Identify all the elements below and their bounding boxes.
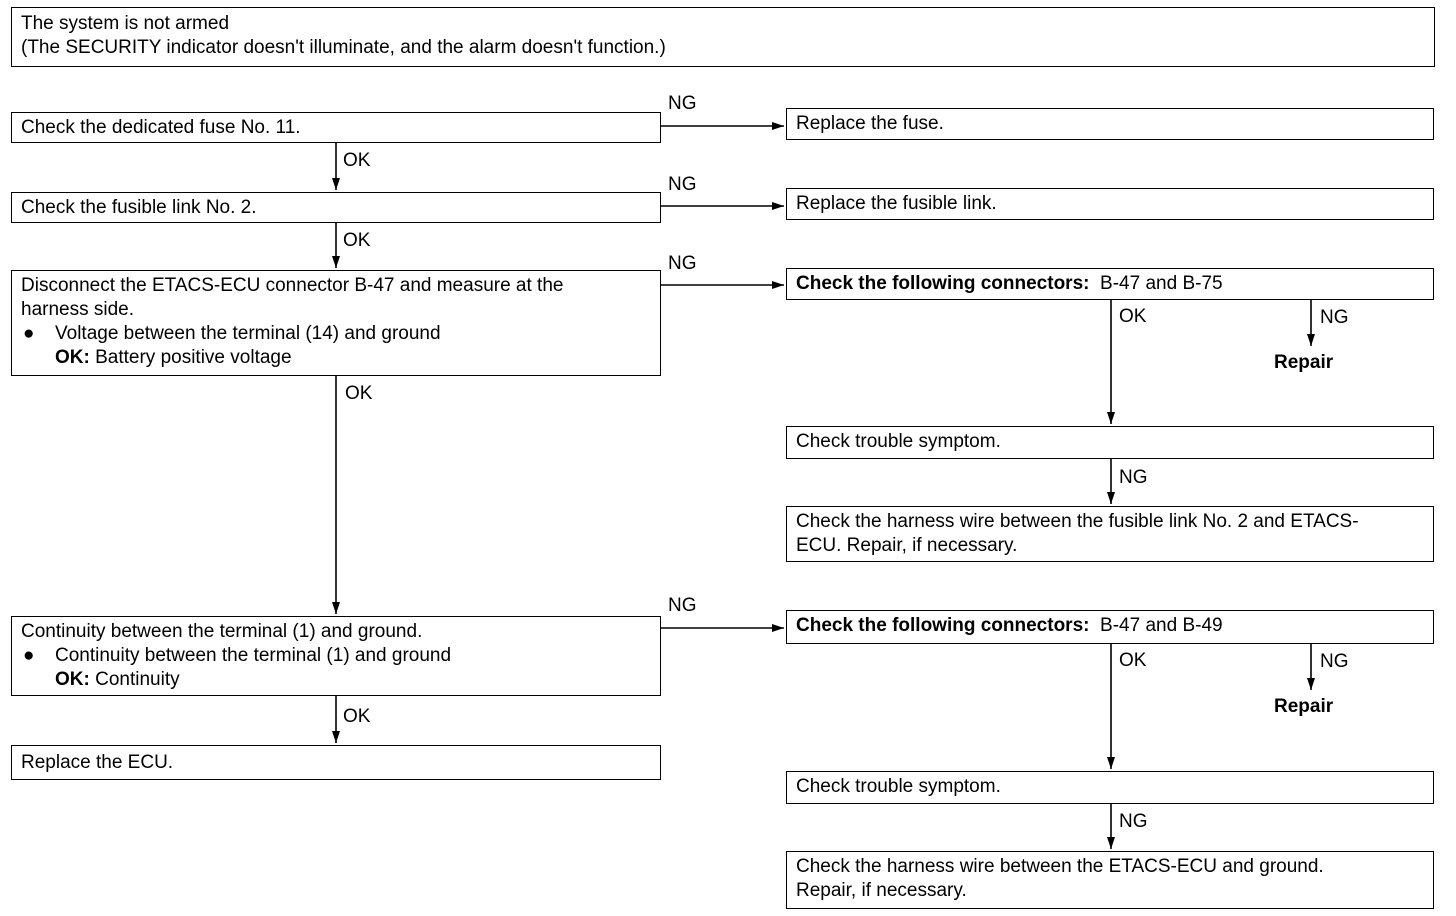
label-ng: NG [668,174,697,195]
connectors-prefix: Check the following connectors: [796,615,1090,636]
label-ng: NG [668,93,697,114]
step-measure-etacs-line2: harness side. [21,299,135,320]
label-ok: OK [343,230,371,251]
label-repair: Repair [1274,696,1334,717]
harness-a-line1: Check the harness wire between the fusible link No. 2 and ETACS- [796,511,1359,532]
harness-b-line2: Repair, if necessary. [796,880,967,901]
label-ok: OK [343,706,371,727]
step-replace-fusible-link-text: Replace the fusible link. [796,193,997,214]
ok-text: Continuity [95,669,180,690]
harness-a-line2: ECU. Repair, if necessary. [796,535,1018,556]
harness-b-line1: Check the harness wire between the ETACS-ECU and ground. [796,856,1324,877]
bullet-icon: ● [23,323,35,344]
step-measure-etacs-line1: Disconnect the ETACS-ECU connector B-47 and measure at the [21,275,564,296]
label-ng: NG [1320,651,1349,672]
step-replace-ecu-text: Replace the ECU. [21,752,174,773]
label-ng: NG [668,253,697,274]
label-ok: OK [1119,306,1147,327]
label-ok: OK [1119,650,1147,671]
label-ng: NG [1119,811,1148,832]
header-subtitle: (The SECURITY indicator doesn't illuminate, and the alarm doesn't function.) [21,37,666,58]
connectors-prefix: Check the following connectors: [796,273,1090,294]
label-ng: NG [1119,467,1148,488]
step-check-trouble-symptom-a-text: Check trouble symptom. [796,431,1001,452]
step-check-continuity-line1: Continuity between the terminal (1) and ground. [21,621,423,642]
ok-prefix: OK: [55,347,90,368]
label-ok: OK [345,383,373,404]
step-check-trouble-symptom-b-text: Check trouble symptom. [796,776,1001,797]
ok-text: Battery positive voltage [95,347,292,368]
header-title: The system is not armed [21,13,230,34]
step-check-fuse-text: Check the dedicated fuse No. 11. [21,117,301,138]
ok-prefix: OK: [55,669,90,690]
label-ng: NG [668,595,697,616]
step-measure-etacs-bullet: Voltage between the terminal (14) and ground [55,323,441,344]
label-ng: NG [1320,307,1349,328]
label-ok: OK [343,150,371,171]
bullet-icon: ● [23,645,35,666]
step-check-continuity-bullet: Continuity between the terminal (1) and ground [55,645,452,666]
step-replace-fuse-text: Replace the fuse. [796,113,944,134]
connectors-value: B-47 and B-49 [1100,615,1223,636]
connectors-value: B-47 and B-75 [1100,273,1223,294]
label-repair: Repair [1274,352,1334,373]
step-check-fusible-link-text: Check the fusible link No. 2. [21,197,257,218]
